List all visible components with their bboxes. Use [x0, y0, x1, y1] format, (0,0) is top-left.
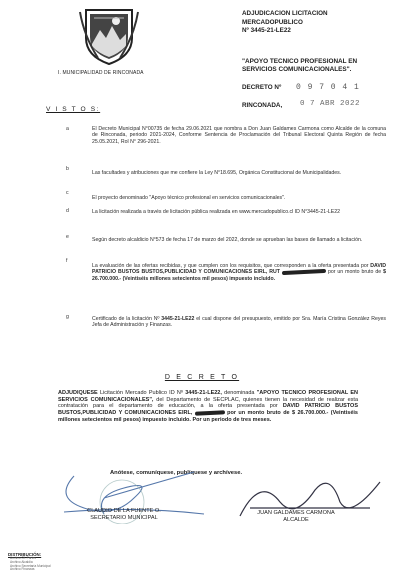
vistos-item-g: [92, 316, 386, 329]
header-block: [242, 10, 392, 36]
distribution-item: Archivo Of. Partes: [10, 556, 36, 560]
decreto-text: denominada: [224, 390, 255, 396]
project-name: "APOYO TECNICO PROFESIONAL EN SERVICIOS COMUNICACIONALES",: [58, 390, 358, 403]
decreto-text: Licitación Mercado Publico ID Nº: [100, 390, 183, 396]
item-letter: d: [66, 208, 69, 214]
bid-amount: $ 26.700.000.- (Veintiséis millones setecientos mil pesos) impuesto incluido.: [92, 269, 386, 282]
awarded-company: DAVID PATRICIO BUSTOS BUSTOS,PUBLICIDAD Y COMUNICACIONES EIRL,: [58, 403, 358, 417]
header-line: MERCADOPUBLICO: [242, 18, 303, 26]
rut-label: RUT: [269, 269, 280, 276]
signature-right: [230, 510, 362, 524]
redaction-mark: [195, 410, 225, 416]
decreto-heading: D E C R E T O: [164, 374, 240, 381]
item-f-text-mid: por un monto bruto de: [327, 269, 382, 276]
item-g-text-post: el cual dispone del presupuesto, emitido por Sra. María Cristina González Reyes Jefa de Administración y Finanzas.: [92, 316, 386, 329]
item-letter: g: [66, 314, 69, 320]
decreto-paragraph: [58, 390, 358, 424]
vistos-item-c: El proyecto denominado "Apoyo técnico profesional en servicios comunicacionales".: [92, 195, 286, 201]
date-stamp: 0 7 ABR 2022: [300, 100, 361, 108]
item-letter: a: [66, 126, 69, 132]
redaction-mark: [282, 269, 326, 275]
item-letter: b: [66, 166, 69, 172]
distribution-item: Archivo Secretaría Municipal: [10, 563, 51, 568]
decreto-number-stamp: 0 9 7 0 4 1: [296, 83, 360, 92]
decreto-number-label: DECRETO Nº: [242, 84, 282, 91]
header-line: ADJUDICACION LICITACION: [242, 10, 328, 17]
closing-formula: Anótese, comuníquese, publíquese y archívese.: [110, 470, 243, 476]
decreto-text: por un monto bruto de: [227, 410, 290, 417]
bidder-name: DAVID PATRICIO BUSTOS BUSTOS,PUBLICIDAD Y COMUNICACIONES EIRL,: [92, 263, 386, 276]
decreto-text: del Departamento de SECPLAC, quienes tienen la necesidad de realizar esta contratación para el departamento de educación, a la oferta presentada por: [58, 396, 359, 410]
vistos-item-a: El Decreto Municipal N°00735 de fecha 29.06.2021 que nombra a Don Juan Galdames Carmona como Alcalde de la comuna de Rinconada, periodo 2021-2024, Conforme Sentencia de Proclamación del Tribunal Electoral Quinta Región de fecha 25.05.2021, Rol N° 296-2021.: [92, 126, 386, 145]
licitacion-id: 3445-21-LE22,: [185, 390, 222, 396]
vistos-item-b: Las facultades y atribuciones que me confiere la Ley N°18.695, Orgánica Constitucional de Municipalidades.: [92, 170, 342, 176]
header-line: Nº 3445-21-LE22: [242, 27, 291, 35]
signer-title: SECRETARIO MUNICIPAL: [90, 515, 158, 521]
licitacion-id: 3445-21-LE22: [161, 316, 195, 322]
item-letter: e: [66, 234, 69, 240]
signature-left: [64, 508, 184, 522]
distribution-list: [10, 557, 51, 572]
vistos-item-e: Según decreto alcaldicio N°573 de fecha 17 de marzo del 2022, donde se aprueban las bases de llamado a licitación.: [92, 237, 363, 243]
municipal-crest-logo: [78, 6, 140, 66]
subject-title: "APOYO TECNICO PROFESIONAL EN SERVICIOS COMUNICACIONALES".: [242, 58, 358, 74]
signer-name: JUAN GALDAMES CARMONA: [257, 510, 335, 516]
signer-name: CLAUDIO DE LA FUENTE O.: [87, 508, 161, 514]
distribution-heading: DISTRIBUCIÓN:: [8, 552, 42, 557]
distribution-item: Archivo Finanzas: [10, 567, 35, 572]
distribution-item: Archivo Alcaldía: [10, 559, 33, 564]
awarded-amount: $ 26.700.000.- (Veintiséis millones setecientos mil pesos) impuesto incluido. Por un periodo de tres meses.: [58, 410, 358, 423]
vistos-item-f: [92, 263, 386, 282]
item-g-text: Certificado de la licitación Nº: [92, 316, 160, 322]
vistos-item-d: La licitación realizada a través de licitación pública realizada en www.mercadopublico.cl ID N°3445-21-LE22: [92, 209, 341, 215]
item-letter: f: [66, 258, 68, 264]
adjudiquese-word: ADJUDIQUESE: [58, 390, 98, 396]
place-label: RINCONADA,: [242, 102, 283, 109]
signer-title: ALCALDE: [283, 517, 309, 523]
municipality-name: I. MUNICIPALIDAD DE RINCONADA: [58, 70, 144, 76]
vistos-heading: V I S T O S:: [46, 106, 101, 113]
item-f-text: La evaluación de las ofertas recibidas, y que cumplen con los requisitos, que corresponden a la oferta presentada por: [92, 263, 369, 269]
item-letter: c: [66, 190, 69, 196]
